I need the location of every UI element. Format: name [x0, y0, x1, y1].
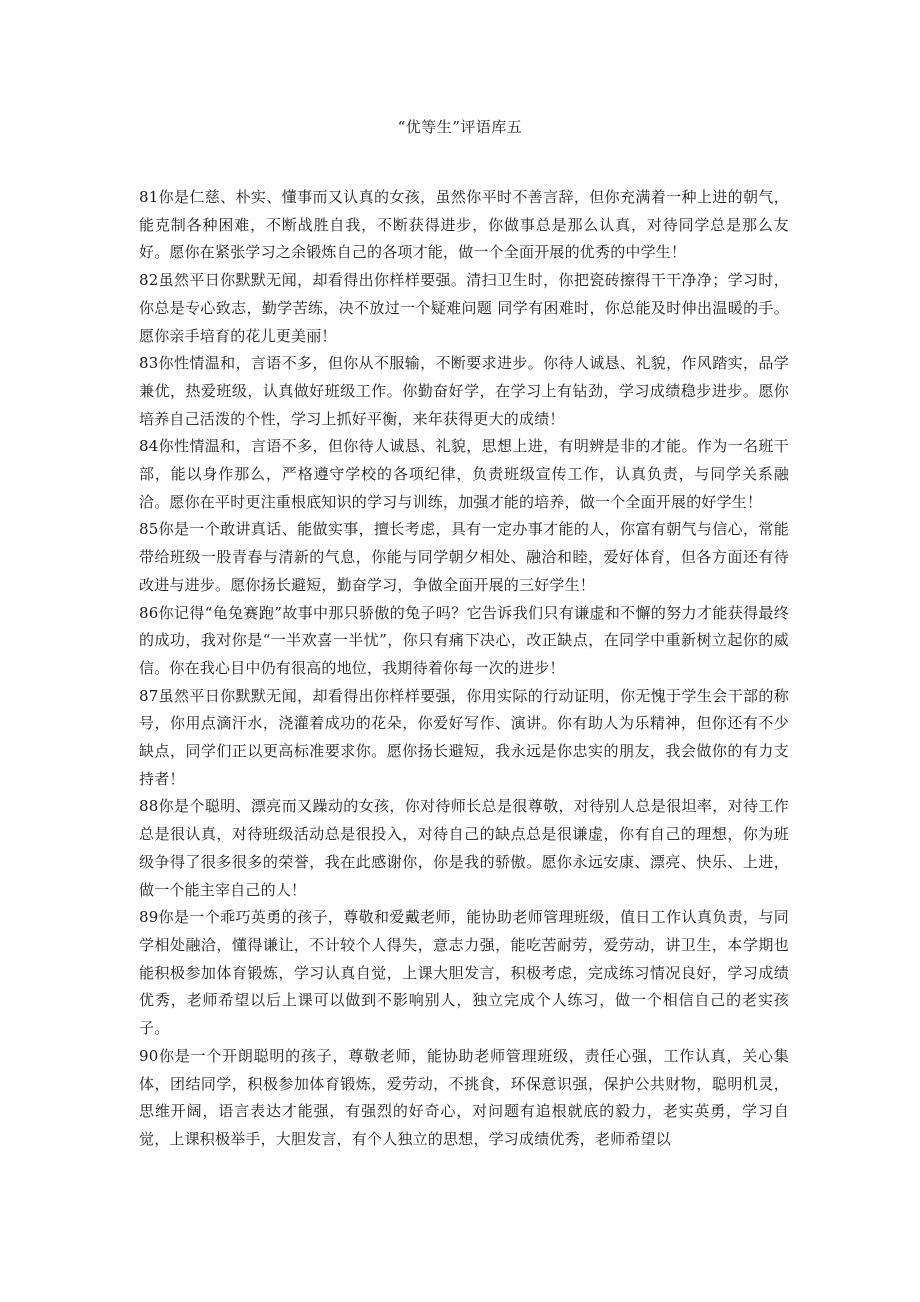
comment-paragraph-90: 90你是一个开朗聪明的孩子，尊敬老师，能协助老师管理班级，责任心强，工作认真，关心集体，团结同学，积极参加体育锻炼，爱劳动，不挑食，环保意识强，保护公共财物，聪明机灵，思维开阔，语言表达才能强，有强烈的好奇心，对问题有追根就底的毅力，老实英勇，学习自觉，上课积极举手，大胆发言，有个人独立的思想，学习成绩优秀，老师希望以 — [139, 1046, 789, 1148]
document-title: “优等生”评语库五 — [397, 118, 523, 136]
comment-paragraph-86: 86你记得“龟兔赛跑”故事中那只骄傲的兔子吗？它告诉我们只有谦虚和不懈的努力才能获得最终的成功，我对你是“一半欢喜一半忧”，你只有痛下决心，改正缺点，在同学中重新树立起你的威信。你在我心目中仍有很高的地位，我期待着你每一次的进步！ — [139, 603, 789, 677]
comment-paragraph-89: 89你是一个乖巧英勇的孩子，尊敬和爱戴老师，能协助老师管理班级，值日工作认真负责，与同学相处融洽，懂得谦让，不计较个人得失，意志力强，能吃苦耐劳，爱劳动，讲卫生，本学期也能积极参加体育锻炼，学习认真自觉，上课大胆发言，积极考虑，完成练习情况良好，学习成绩优秀，老师希望以后上课可以做到不影响别人，独立完成个人练习，做一个相信自己的老实孩子。 — [139, 908, 789, 1038]
comment-paragraph-87: 87虽然平日你默默无闻，却看得出你样样要强，你用实际的行动证明，你无愧于学生会干部的称号，你用点滴汗水，浇灌着成功的花朵，你爱好写作、演讲。你有助人为乐精神，但你还有不少缺点，同学们正以更高标准要求你。愿你扬长避短，我永远是你忠实的朋友，我会做你的有力支持者！ — [139, 686, 789, 788]
comment-paragraph-82: 82虽然平日你默默无闻，却看得出你样样要强。清扫卫生时，你把瓷砖擦得干干净净；学习时，你总是专心致志，勤学苦练，决不放过一个疑难问题 同学有困难时，你总能及时伸出温暖的手。愿你亲手培育的花儿更美丽！ — [139, 271, 789, 345]
comment-paragraph-88: 88你是个聪明、漂亮而又躁动的女孩，你对待师长总是很尊敬，对待别人总是很坦率，对待工作总是很认真，对待班级活动总是很投入，对待自己的缺点总是很谦虚，你有自己的理想，你为班级争得了很多很多的荣誉，我在此感谢你，你是我的骄傲。愿你永远安康、漂亮、快乐、上进，做一个能主宰自己的人！ — [139, 797, 789, 899]
comment-paragraph-83: 83你性情温和，言语不多，但你从不服输，不断要求进步。你待人诚恳、礼貌，作风踏实，品学兼优，热爱班级，认真做好班级工作。你勤奋好学，在学习上有钻劲，学习成绩稳步进步。愿你培养自己活泼的个性，学习上抓好平衡，来年获得更大的成绩！ — [139, 354, 789, 428]
comment-paragraph-81: 81你是仁慈、朴实、懂事而又认真的女孩，虽然你平时不善言辞，但你充满着一种上进的朝气，能克制各种困难，不断战胜自我，不断获得进步，你做事总是那么认真，对待同学总是那么友好。愿你在紧张学习之余锻炼自己的各项才能，做一个全面开展的优秀的中学生！ — [139, 188, 789, 262]
document-body — [139, 184, 789, 1154]
comment-paragraph-85: 85你是一个敢讲真话、能做实事，擅长考虑，具有一定办事才能的人，你富有朝气与信心，常能带给班级一股青春与清新的气息，你能与同学朝夕相处、融洽和睦，爱好体育，但各方面还有待改进与进步。愿你扬长避短，勤奋学习，争做全面开展的三好学生！ — [139, 520, 789, 594]
comment-paragraph-84: 84你性情温和，言语不多，但你待人诚恳、礼貌，思想上进，有明辨是非的才能。作为一名班干部，能以身作那么，严格遵守学校的各项纪律，负责班级宣传工作，认真负责，与同学关系融洽。愿你在平时更注重根底知识的学习与训练，加强才能的培养，做一个全面开展的好学生！ — [139, 437, 789, 511]
